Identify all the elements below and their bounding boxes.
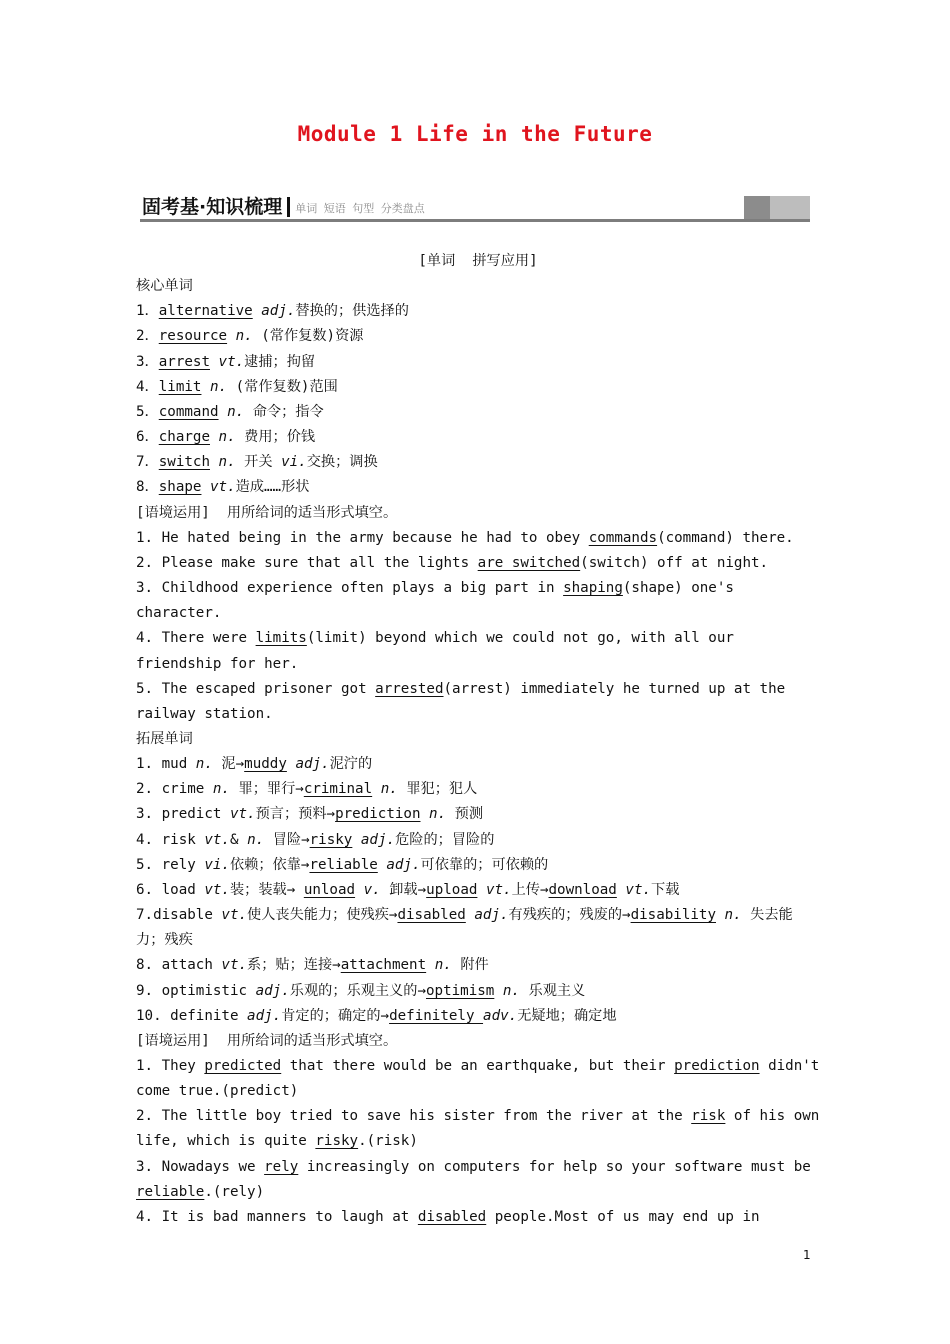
usage-exercises-1 [136, 526, 820, 727]
part-of-speech: adv. [483, 1007, 518, 1024]
text-segment: 有残疾的；残废的→ [508, 907, 631, 924]
text-segment: 1. mud [136, 756, 196, 773]
text-segment: 8. attach [136, 957, 222, 974]
document-body [136, 249, 828, 1230]
answer-word: shaping [563, 580, 623, 597]
answer-word: limit [158, 378, 202, 395]
text-segment: 装；装载→ [229, 881, 304, 898]
text-segment: 预言；预料→ [255, 806, 336, 823]
part-of-speech: n. [218, 429, 236, 446]
text-segment: 预测 [446, 806, 484, 823]
text-segment: of his own life, which is quite [136, 1108, 828, 1150]
text-segment: 失去能力；残疾 [136, 907, 793, 949]
banner-main-title: 固考基·知识梳理 [142, 196, 283, 218]
text-segment: 1． [136, 303, 159, 320]
part-of-speech: adj. [261, 303, 296, 320]
answer-word: rely [264, 1158, 299, 1175]
part-of-speech: n. [434, 957, 452, 974]
text-segment: .(rely) [204, 1183, 265, 1200]
text-segment: 下载 [651, 881, 680, 898]
answer-word: charge [158, 429, 210, 446]
text-segment: people.Most of us may end up in [486, 1208, 760, 1225]
text-segment [372, 781, 381, 797]
text-segment: 命令；指令 [244, 403, 324, 420]
part-of-speech: vt. [221, 907, 248, 924]
text-line [136, 1004, 820, 1029]
page-number: 1 [803, 1248, 811, 1262]
text-line [136, 828, 820, 853]
text-segment: 泥→ [212, 756, 245, 773]
text-segment: 5. The escaped prisoner got [136, 680, 376, 697]
banner-light-block [770, 196, 810, 219]
answer-word: risky [315, 1133, 359, 1150]
usage-heading-1: [语境运用] 用所给词的适当形式填空。 [136, 504, 398, 521]
text-line [136, 551, 820, 576]
text-segment: 6. load [136, 881, 205, 898]
text-line [136, 324, 820, 349]
text-segment: 依赖；依靠→ [229, 856, 310, 873]
part-of-speech: vt. [210, 479, 236, 496]
text-segment: 1. They [136, 1058, 205, 1074]
part-of-speech: n. [235, 328, 253, 345]
text-line [136, 475, 820, 500]
text-line [136, 677, 820, 727]
answer-word: alternative [158, 303, 253, 320]
answer-word: upload [426, 881, 478, 898]
text-segment: 危险的；冒险的 [395, 831, 495, 848]
text-segment: 6． [136, 429, 159, 446]
text-segment: 2. The little boy tried to save his sister from the river at the [136, 1108, 692, 1125]
text-segment: 5. rely [136, 856, 205, 873]
answer-word: command [158, 403, 219, 420]
answer-word: commands [588, 529, 658, 546]
banner-text-group [142, 194, 425, 218]
banner-dark-block [744, 196, 770, 219]
banner-divider [287, 197, 290, 217]
text-segment: 开关 [235, 454, 282, 471]
text-segment: 1. He hated being in the army because he had to obey [136, 529, 589, 546]
text-segment: 费用；价钱 [235, 429, 316, 446]
extended-words-heading: 拓展单词 [136, 730, 193, 747]
answer-word: disability [630, 907, 716, 924]
text-segment: 逮捕；拘留 [244, 353, 316, 370]
text-line [136, 626, 820, 676]
text-segment: 系；贴；连接→ [247, 957, 341, 974]
text-segment: 5． [136, 403, 159, 420]
part-of-speech: adj. [295, 756, 330, 773]
part-of-speech: n. [210, 378, 228, 395]
text-segment: 4. It is bad manners to laugh at [136, 1208, 418, 1225]
part-of-speech: n. [429, 806, 447, 823]
answer-word: disabled [397, 907, 466, 924]
part-of-speech: v. [363, 881, 381, 898]
section-heading: [单词 拼写应用] [418, 253, 538, 269]
text-segment: 罪；罪行→ [229, 781, 304, 798]
part-of-speech: vt. [204, 881, 230, 898]
answer-word: prediction [335, 806, 421, 823]
text-segment: 2. Please make sure that all the lights [136, 554, 478, 571]
part-of-speech: adj. [474, 907, 509, 924]
text-segment [426, 957, 435, 973]
answer-word: switch [158, 454, 210, 471]
section-banner [140, 194, 810, 222]
text-segment: increasingly on computers for help so your software must be [298, 1158, 820, 1175]
text-segment [421, 806, 430, 822]
text-segment [477, 882, 486, 898]
text-segment: (switch) off at night. [580, 554, 769, 571]
text-line [136, 1104, 828, 1154]
text-segment: (arrest) immediately he turned up at the railway station. [136, 680, 794, 722]
part-of-speech: n. [195, 756, 213, 773]
usage-exercises-2 [136, 1054, 828, 1230]
answer-word: reliable [136, 1183, 205, 1200]
text-segment: (shape) one's character. [136, 580, 743, 622]
part-of-speech: vt. [229, 806, 256, 823]
text-line [136, 1054, 828, 1104]
text-segment: 造成……形状 [235, 479, 310, 496]
core-words-list [136, 299, 820, 500]
part-of-speech: adj. [386, 856, 421, 873]
text-segment: 4. risk [136, 831, 205, 848]
part-of-speech: n. [502, 982, 520, 999]
part-of-speech: adj. [247, 1007, 282, 1024]
text-segment: 7． [136, 454, 159, 471]
part-of-speech: vt. [221, 957, 248, 974]
text-segment: 2． [136, 328, 159, 345]
part-of-speech: adj. [255, 982, 290, 999]
part-of-speech: vt. [218, 353, 245, 370]
part-of-speech: vt. [485, 881, 512, 898]
answer-word: shape [158, 479, 202, 496]
text-segment: 罪犯；犯人 [397, 781, 478, 798]
answer-word: unload [303, 881, 356, 898]
part-of-speech: n. [227, 403, 245, 420]
text-segment [210, 454, 219, 470]
text-line [136, 953, 820, 978]
text-segment: 交换；调换 [306, 454, 378, 471]
text-line [136, 450, 820, 475]
answer-word: disabled [417, 1208, 487, 1225]
answer-word: predicted [204, 1058, 282, 1074]
text-line [136, 878, 820, 903]
part-of-speech: n. [247, 831, 265, 848]
text-line [136, 979, 820, 1004]
text-segment: 10. definite [136, 1007, 248, 1024]
text-segment: 3. Childhood experience often plays a big part in [136, 580, 564, 597]
answer-word: download [548, 881, 617, 898]
text-segment: 肯定的；确定的→ [281, 1007, 390, 1024]
answer-word: resource [158, 328, 228, 345]
text-line [136, 526, 820, 551]
part-of-speech: n. [724, 907, 742, 924]
text-line [136, 1205, 820, 1230]
answer-word: are switched [477, 554, 581, 571]
text-line [136, 802, 820, 827]
text-segment [494, 983, 503, 999]
part-of-speech: adj. [360, 831, 396, 848]
part-of-speech: vt. [625, 881, 652, 898]
text-segment: (常作复数)范围 [227, 378, 338, 395]
text-segment: 9. optimistic [136, 982, 256, 999]
part-of-speech: vi. [204, 856, 230, 873]
text-segment: 无疑地；确定地 [517, 1007, 617, 1024]
part-of-speech: n. [380, 781, 398, 798]
text-line [136, 350, 820, 375]
answer-word: arrest [158, 353, 210, 370]
usage-heading-2: [语境运用] 用所给词的适当形式填空。 [136, 1032, 398, 1049]
text-line [136, 400, 820, 425]
answer-word: optimism [426, 982, 495, 999]
text-segment: (command) there. [657, 529, 794, 546]
text-segment: .(risk) [358, 1133, 418, 1150]
text-segment [210, 429, 219, 445]
text-line [136, 299, 820, 324]
text-line [136, 576, 820, 626]
part-of-speech: n. [212, 781, 230, 798]
text-line [136, 903, 820, 953]
text-segment: 乐观的；乐观主义的→ [289, 982, 426, 999]
text-line [136, 853, 820, 878]
text-segment: 附件 [451, 957, 489, 974]
answer-word: arrested [375, 680, 444, 697]
part-of-speech: vi. [281, 454, 307, 471]
text-segment: 乐观主义 [519, 982, 586, 999]
answer-word: risky [309, 831, 353, 848]
text-segment [219, 404, 228, 420]
text-segment [227, 328, 236, 344]
extended-words-list [136, 752, 820, 1029]
text-segment [716, 907, 725, 923]
answer-word: risk [691, 1108, 726, 1125]
text-segment: 8． [136, 479, 159, 496]
page-title: Module 1 Life in the Future [297, 122, 653, 146]
text-line [136, 1155, 820, 1205]
text-segment: (常作复数)资源 [252, 328, 364, 345]
text-segment [201, 379, 210, 395]
part-of-speech: vt. [204, 831, 230, 848]
text-segment [355, 882, 364, 898]
text-segment: 3. predict [136, 806, 230, 823]
text-segment: 泥泞的 [329, 756, 373, 773]
text-segment: 冒险→ [264, 831, 310, 848]
text-segment: 3. Nowadays we [136, 1158, 265, 1175]
text-segment [201, 479, 210, 495]
text-segment: 2. crime [136, 781, 213, 798]
answer-word: criminal [303, 781, 373, 798]
text-line [136, 752, 820, 777]
banner-subtitle: 单词 短语 句型 分类盘点 [295, 202, 425, 215]
text-segment: 7.disable [136, 907, 222, 924]
text-segment [210, 354, 219, 370]
text-line [136, 375, 820, 400]
answer-word: reliable [309, 856, 378, 873]
answer-word: prediction [674, 1058, 760, 1074]
text-segment [352, 832, 361, 848]
text-segment: 卸载→ [380, 881, 427, 898]
text-segment: 替换的；供选择的 [295, 303, 409, 320]
text-segment: 可依靠的；可依赖的 [420, 856, 549, 873]
part-of-speech: n. [218, 454, 236, 471]
banner-underline [140, 219, 810, 222]
core-words-heading: 核心单词 [136, 278, 193, 295]
text-segment: 3． [136, 353, 159, 370]
answer-word: muddy [244, 756, 287, 773]
text-segment: didn't come true.(predict) [136, 1058, 828, 1100]
text-segment: 使人丧失能力；使残疾→ [247, 907, 398, 924]
text-segment: (limit) beyond which we could not go, with all our friendship for her. [136, 630, 743, 672]
text-line [136, 425, 820, 450]
text-segment [253, 303, 262, 319]
answer-word: attachment [340, 957, 427, 974]
answer-word: limits [255, 630, 307, 647]
answer-word: definitely [389, 1007, 484, 1024]
text-segment: that there would be an earthquake, but their [281, 1058, 675, 1074]
text-segment: 4． [136, 378, 159, 395]
text-segment: 上传→ [511, 881, 549, 898]
text-segment: & [229, 831, 248, 848]
text-segment: 4. There were [136, 630, 256, 647]
text-line [136, 777, 820, 802]
